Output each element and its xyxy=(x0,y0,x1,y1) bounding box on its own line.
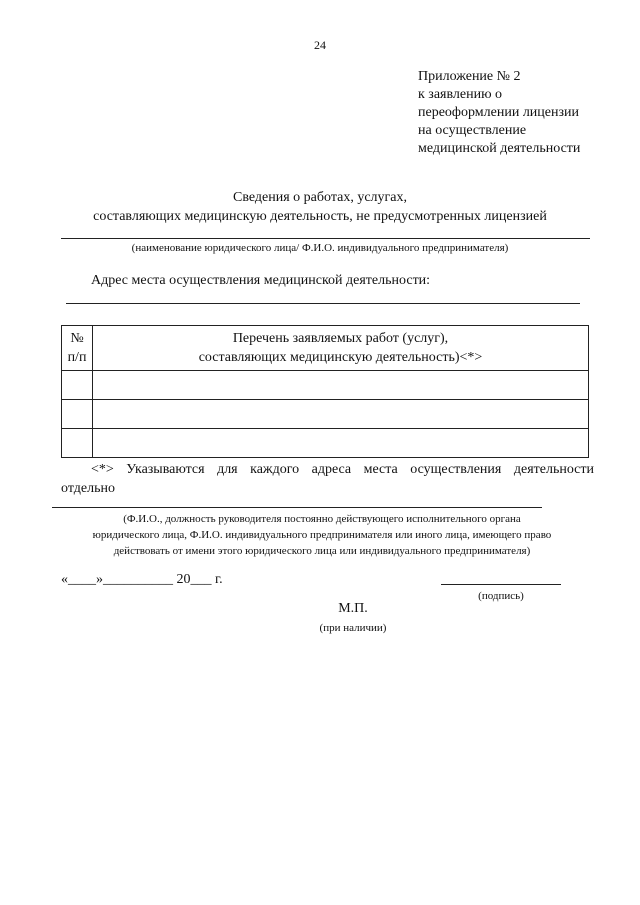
head-field-caption xyxy=(40,511,604,559)
table-row xyxy=(62,371,589,400)
appendix-line: на осуществление xyxy=(418,123,527,138)
name-field-caption: (наименование юридического лица/ Ф.И.О. индивидуального предпринимателя) xyxy=(131,242,509,254)
footnote-line-1: <*> Указываются для каждого адреса места осуществления деятельности xyxy=(91,462,594,477)
column-header-number xyxy=(62,326,93,371)
head-caption-line-2: юридического лица, Ф.И.О. индивидуального предпринимателя или иного лица, имеющего право xyxy=(92,529,552,541)
appendix-line: медицинской деятельности xyxy=(418,141,581,156)
appendix-line: Приложение № 2 xyxy=(418,69,521,84)
head-caption-line-3: действовать от имени этого юридического лица или индивидуального предпринимателя) xyxy=(113,545,531,557)
title-line-2: составляющих медицинскую деятельность, не предусмотренных лицензией xyxy=(93,209,547,224)
signature-line[interactable] xyxy=(441,584,561,585)
signature-caption: (подпись) xyxy=(478,590,524,602)
table-header-row xyxy=(62,326,589,371)
column-number-line-2: п/п xyxy=(67,350,87,365)
table-row xyxy=(62,400,589,429)
footnote-line-2: отдельно xyxy=(61,481,115,496)
head-caption-line-1: (Ф.И.О., должность руководителя постоянно действующего исполнительного органа xyxy=(123,513,521,525)
table-cell-number[interactable] xyxy=(62,371,93,400)
table-cell-works[interactable] xyxy=(93,429,589,458)
table-cell-number[interactable] xyxy=(62,400,93,429)
page-number: 24 xyxy=(314,38,326,52)
column-header-works xyxy=(93,326,589,371)
works-table xyxy=(61,325,589,458)
date-field[interactable]: «____»__________ 20___ г. xyxy=(61,572,223,587)
column-number-line-1: № xyxy=(70,331,84,346)
table-cell-number[interactable] xyxy=(62,429,93,458)
appendix-note xyxy=(418,68,580,158)
head-field-line[interactable] xyxy=(52,507,542,508)
table-row xyxy=(62,429,589,458)
address-field-line[interactable] xyxy=(66,303,580,304)
title-line-1: Сведения о работах, услугах, xyxy=(233,190,407,205)
document-title xyxy=(0,188,640,226)
appendix-line: переоформлении лицензии xyxy=(418,105,580,120)
appendix-line: к заявлению о xyxy=(418,87,503,102)
stamp-note: (при наличии) xyxy=(319,622,387,634)
column-works-line-2: составляющих медицинскую деятельность)<*> xyxy=(198,350,483,365)
footnote xyxy=(61,460,594,498)
table-cell-works[interactable] xyxy=(93,371,589,400)
column-works-line-1: Перечень заявляемых работ (услуг), xyxy=(232,331,449,346)
name-field-line[interactable] xyxy=(61,238,590,239)
stamp-label: М.П. xyxy=(338,601,368,616)
address-label: Адрес места осуществления медицинской деятельности: xyxy=(91,273,431,288)
table-cell-works[interactable] xyxy=(93,400,589,429)
